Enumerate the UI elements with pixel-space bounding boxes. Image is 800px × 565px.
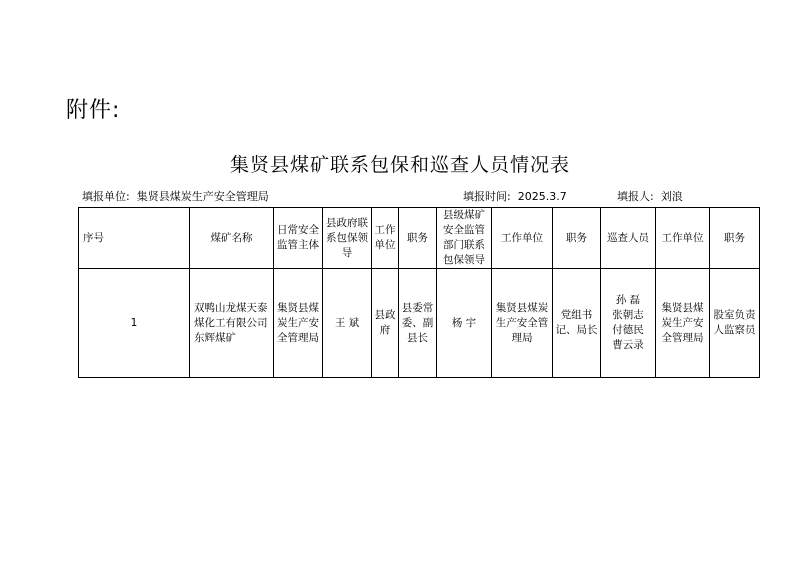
info-table: [78, 207, 760, 378]
header-dept-leader: 县级煤矿安全监管部门联系包保领导: [437, 208, 492, 269]
cell-mine-name: 双鸭山龙煤天泰煤化工有限公司东辉煤矿: [190, 269, 274, 378]
header-insp-position: 职务: [710, 208, 760, 269]
header-gov-unit: 工作单位: [372, 208, 399, 269]
inspector-name: 付德民: [612, 324, 644, 336]
inspector-name: 孙 磊: [615, 294, 641, 306]
cell-dept-leader: 杨 宇: [437, 269, 492, 378]
header-dept-unit: 工作单位: [492, 208, 553, 269]
header-supervisor: 日常安全监管主体: [274, 208, 323, 269]
cell-inspectors: [601, 269, 656, 378]
inspector-name: 张朝志: [612, 309, 644, 321]
cell-gov-leader: 王 斌: [323, 269, 372, 378]
cell-gov-position: 县委常委、副县长: [399, 269, 437, 378]
header-gov-position: 职务: [399, 208, 437, 269]
fill-time: [463, 188, 567, 204]
cell-dept-unit: 集贤县煤炭生产安全管理局: [492, 269, 553, 378]
fill-unit: [82, 188, 269, 204]
attachment-label: 附件:: [66, 98, 121, 123]
cell-gov-unit: 县政府: [372, 269, 399, 378]
header-insp-unit: 工作单位: [656, 208, 710, 269]
inspector-name: 曹云录: [612, 339, 644, 351]
header-gov-leader: 县政府联系包保领导: [323, 208, 372, 269]
fill-unit-value: 集贤县煤炭生产安全管理局: [136, 190, 269, 203]
fill-time-value: 2025.3.7: [517, 190, 567, 203]
cell-insp-position: 股室负责人监察员: [710, 269, 760, 378]
page-title: 集贤县煤矿联系包保和巡查人员情况表: [229, 154, 570, 176]
table-header-row: [79, 208, 760, 269]
cell-supervisor: 集贤县煤炭生产安全管理局: [274, 269, 323, 378]
header-no: 序号: [79, 208, 190, 269]
table-row: [79, 269, 760, 378]
fill-person: [617, 188, 683, 204]
header-mine-name: 煤矿名称: [190, 208, 274, 269]
fill-unit-label: 填报单位:: [82, 190, 130, 203]
header-inspectors: 巡查人员: [601, 208, 656, 269]
cell-no: 1: [79, 269, 190, 378]
cell-insp-unit: 集贤县煤炭生产安全管理局: [656, 269, 710, 378]
fill-person-label: 填报人:: [617, 190, 654, 203]
fill-time-label: 填报时间:: [463, 190, 511, 203]
header-dept-position: 职务: [553, 208, 601, 269]
fill-person-value: 刘浪: [660, 190, 683, 203]
cell-dept-position: 党组书记、局长: [553, 269, 601, 378]
